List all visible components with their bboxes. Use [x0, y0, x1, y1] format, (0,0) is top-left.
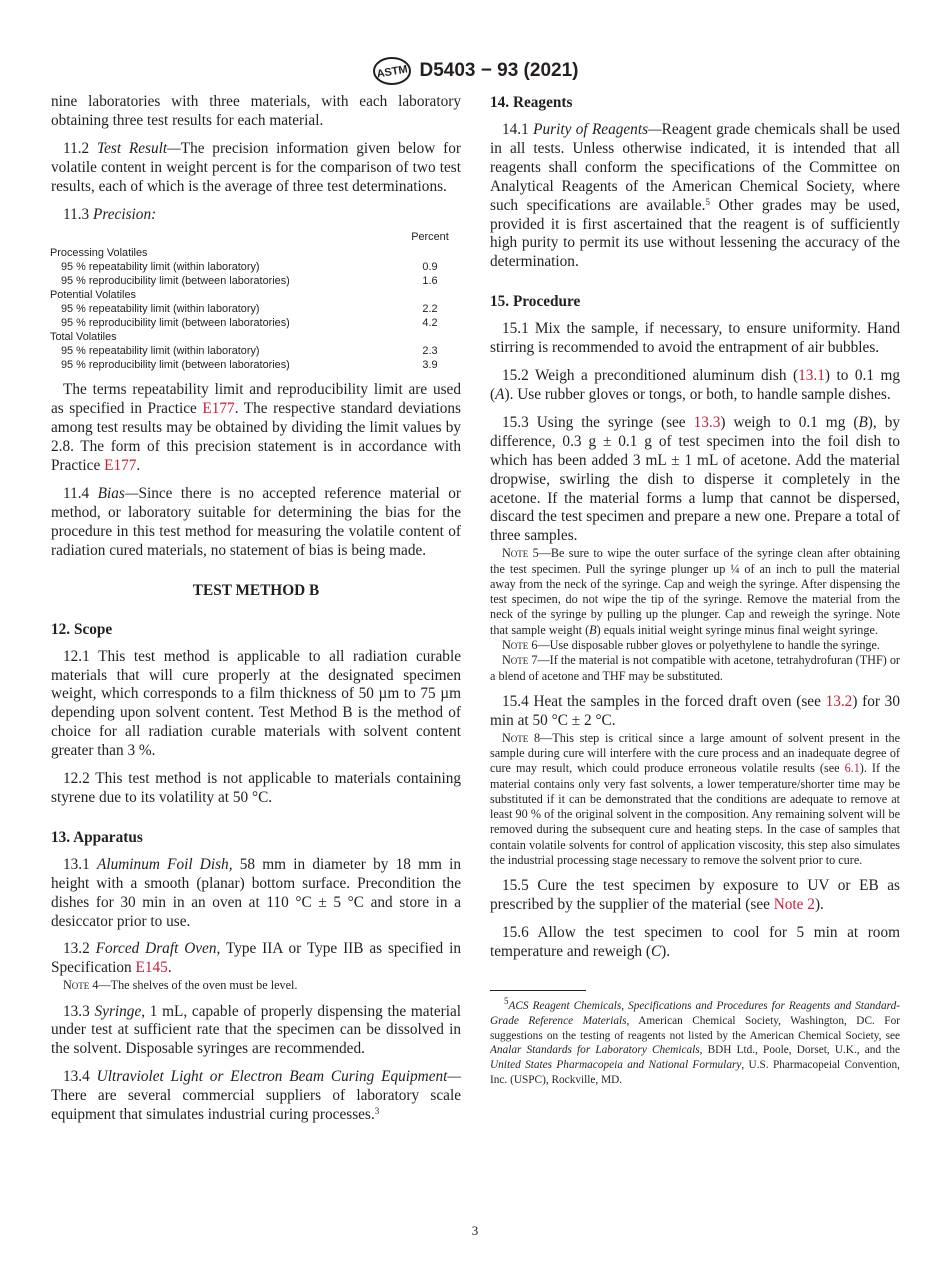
svg-text:ASTM: ASTM [375, 63, 409, 81]
note-5: Note 5—Be sure to wipe the outer surface of the syringe clean after obtaining the test specimen. Pull the syringe plunger up ¼ of an inch to pull the material away from the neck of the syringe. Cap and weigh the syringe. After dispensing the test specimen, do not wipe the tip of the syringe. Remove the material from the neck of the syringe by pulling up the plunger. Cap and reweigh the syringe. Note that sample weight (B) equals initial weight syringe minus final weight syringe. [490, 546, 901, 637]
page-header [0, 56, 950, 86]
link-13-1[interactable]: 13.1 [798, 367, 825, 385]
paragraph-15-4: 15.4 Heat the samples in the forced draft oven (see 13.2) for 30 min at 50 °C ± 2 °C. [490, 692, 900, 729]
designation: D5403 − 93 (2021) [419, 60, 579, 81]
paragraph-11-4: 11.4 Bias—Since there is no accepted reference material or method, or laboratory suitable for determining the bias for the procedure in this test method for measuring the volatile content of radiation cured materials, no statement of bias is being made. [51, 484, 461, 559]
paragraph-terms: The terms repeatability limit and reproducibility limit are used as specified in Practice E177. The respective standard deviations among test results may be obtained by dividing the limit values by 2.8. The form of this precision statement is in accordance with Practice E177. [51, 381, 461, 475]
link-e177[interactable]: E177 [202, 400, 235, 418]
footnote-5: $^5$ACS Reagent Chemicals, Specifications and Procedures for Reagents and Standard-Grade Reference Materials, American Chemical Society, Washington, DC. For suggestions on the testing of reagents not listed by the American Chemical Society, see Analar Standards for Laboratory Chemicals, BDH Ltd., Poole, Dorset, U.K., and the United States Pharmacopeia and National Formulary, U.S. Pharmacopeial Convention, Inc. (USPC), Rockville, MD. [490, 996, 900, 1086]
paragraph-13-1: 13.1 Aluminum Foil Dish, 58 mm in diameter by 18 mm in height with a smooth (planar) bottom surface. Precondition the dishes for 30 min in an oven at 110 °C ± 5 °C and store in a desiccator prior to use. [51, 855, 462, 930]
paragraph-12-2: 12.2 This test method is not applicable to materials containing styrene due to its volatility at 50 °C. [51, 770, 461, 806]
precision-row: 95 % repeatability limit (within laboratory) 0.9 [61, 261, 438, 274]
note-7: Note 7—If the material is not compatible with acetone, tetrahydrofuran (THF) or a blend of acetone and THF may be substituted. [490, 653, 900, 683]
paragraph-11-3: 11.3 Precision: [63, 205, 157, 223]
precision-table-header: Percent [411, 231, 449, 244]
paragraph-15-2: 15.2 Weigh a preconditioned aluminum dish (13.1) to 0.1 mg (A). Use rubber gloves or tongs, or both, to handle sample dishes. [490, 367, 900, 403]
link-note-2[interactable]: Note 2 [773, 896, 815, 914]
link-e177-2[interactable]: E177 [104, 457, 137, 475]
paragraph-15-5: 15.5 Cure the test specimen by exposure to UV or EB as prescribed by the supplier of the material (see Note 2). [490, 877, 900, 914]
precision-group-label: Processing Volatiles [50, 247, 148, 260]
precision-row: 95 % repeatability limit (within laboratory) 2.2 [61, 303, 438, 316]
paragraph-14-1: 14.1 Purity of Reagents—Reagent grade chemicals shall be used in all tests. Unless otherwise indicated, it is intended that all reagents shall conform the specifications of the Committee on Analytical Reagents of the American Chemical Society, where such specifications are available.$^5$ Other grades may be used, provided it is first ascertained that the reagent is of sufficiently high purity to permit its use without lessening the accuracy of the determination. [490, 121, 900, 271]
precision-row: 95 % reproducibility limit (between laboratories) 4.2 [61, 317, 438, 330]
heading-12-scope: 12. Scope [51, 620, 113, 638]
left-column [51, 93, 461, 1125]
paragraph-11-2: 11.2 Test Result—The precision information given below for volatile content in weight percent is for the comparison of two test results, each of which is the average of three test determinations. [51, 139, 461, 195]
heading-15-procedure: 15. Procedure [490, 293, 581, 311]
link-e145[interactable]: E145 [135, 959, 168, 977]
note-4: Note 4—The shelves of the oven must be level. [63, 978, 298, 993]
page-number: 3 [471, 1223, 479, 1238]
footnote-rule [490, 990, 586, 991]
link-6-1[interactable]: 6.1 [844, 761, 860, 776]
note-8: Note 8—This step is critical since a large amount of solvent present in the sample during cure will interfere with the cure process and an inadequate degree of cure may result, which could produce erroneous volatile results (see 6.1). If the material contains only very fast solvents, a lower temperature/shorter time may be substituted if it can be demonstrated that the conditions are adequate to remove at least 90 % of the original solvent in the composition. Any remaining solvent will be removed during the subsequent cure and heating steps. In the case of samples that contain volatile solvents for control of application viscosity, this step also simulates the industrial processing stage necessary to remove the solvent prior to cure. [490, 730, 900, 868]
precision-row: 95 % reproducibility limit (between laboratories) 3.9 [61, 359, 438, 372]
precision-group-label: Total Volatiles [50, 331, 117, 344]
note-6: Note 6—Use disposable rubber gloves or polyethylene to handle the syringe. [502, 638, 880, 652]
heading-14-reagents: 14. Reagents [490, 94, 573, 111]
link-13-2[interactable]: 13.2 [825, 692, 853, 710]
paragraph-12-1: 12.1 This test method is applicable to all radiation curable materials that will cure properly at the designated specimen weight, which corresponds to a film thickness of 50 µm to 75 µm depending upon solvent content. Test Method B is the method of choice for all radiation curable materials with solvent content greater than 3 %. [51, 647, 461, 760]
heading-test-method-b: TEST METHOD B [192, 581, 320, 599]
paragraph-13-3: 13.3 Syringe, 1 mL, capable of properly dispensing the material under test at sufficient rate that the specimen can be dissolved in the solvent. Disposable syringes are recommended. [51, 1002, 461, 1058]
link-13-3[interactable]: 13.3 [693, 413, 721, 431]
paragraph-13-4: 13.4 Ultraviolet Light or Electron Beam Curing Equipment—There are several commercial suppliers of laboratory scale equipment that simulates industrial curing processes.$^3$ [51, 1068, 462, 1124]
paragraph-15-1: 15.1 Mix the sample, if necessary, to ensure uniformity. Hand stirring is recommended to avoid the entrapment of air bubbles. [490, 320, 900, 357]
paragraph-15-6: 15.6 Allow the test specimen to cool for 5 min at room temperature and reweigh (C). [490, 924, 900, 961]
right-column [490, 93, 900, 1088]
astm-logo-icon [372, 56, 412, 86]
heading-13-apparatus: 13. Apparatus [51, 828, 143, 846]
paragraph-continuation: nine laboratories with three materials, with each laboratory obtaining three test results for each material. [51, 93, 461, 129]
precision-table [50, 230, 460, 372]
paragraph-13-2: 13.2 Forced Draft Oven, Type IIA or Type IIB as specified in Specification E145. [51, 940, 461, 977]
precision-row: 95 % reproducibility limit (between laboratories) 1.6 [61, 275, 438, 288]
paragraph-15-3: 15.3 Using the syringe (see 13.3) weigh to 0.1 mg (B), by difference, 0.3 g ± 0.1 g of test specimen into the foil dish to which has been added 3 mL ± 1 mL of acetone. Add the material dropwise, swirling the dish to disperse it completely in the acetone. If the material forms a lump that cannot be dispersed, discard the test specimen and prepare a new one. Prepare a total of three samples. [490, 413, 900, 545]
precision-group-label: Potential Volatiles [50, 289, 136, 302]
precision-row: 95 % repeatability limit (within laboratory) 2.3 [61, 345, 438, 358]
